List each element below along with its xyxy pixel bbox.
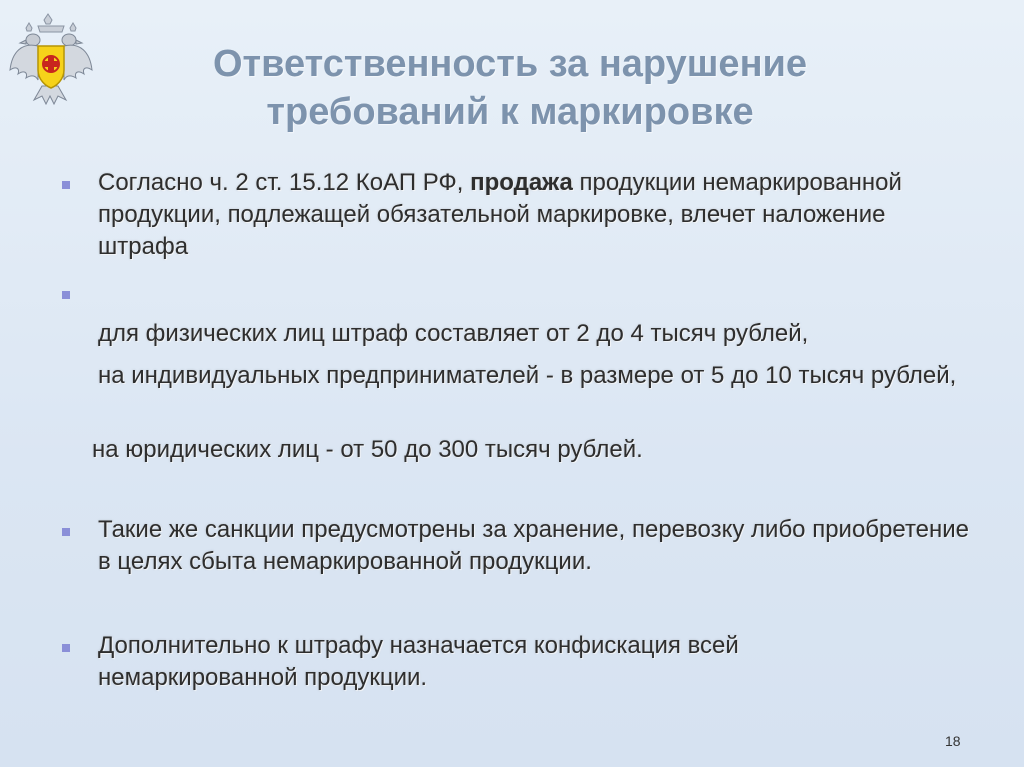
paragraph-individuals: для физических лиц штраф составляет от 2 до 4 тысяч рублей, — [98, 320, 809, 347]
bullet-icon — [62, 291, 70, 299]
paragraph-1-tail: продукции немаркированной продукции, подлежащей обязательной маркировке, влечет наложение штрафа — [98, 169, 902, 260]
paragraph-1 — [98, 167, 978, 263]
paragraph-confiscation: Дополнительно к штрафу назначается конфискация всей немаркированной продукции. — [98, 632, 739, 691]
page-number: 18 — [945, 733, 961, 749]
bullet-icon — [62, 528, 70, 536]
paragraph-1-lead: Согласно ч. 2 ст. 15.12 КоАП РФ, — [98, 169, 471, 196]
paragraph-1-bold: продажа — [470, 169, 573, 196]
paragraph-sanctions: Такие же санкции предусмотрены за хранение, перевозку либо приобретение в целях сбыта немаркированной продукции. — [98, 516, 970, 575]
paragraph-entrepreneurs: на индивидуальных предпринимателей - в размере от 5 до 10 тысяч рублей, — [98, 362, 957, 389]
bullet-icon — [62, 181, 70, 189]
bullet-icon — [62, 644, 70, 652]
paragraph-legal-entities: на юридических лиц - от 50 до 300 тысяч рублей. — [92, 436, 643, 463]
slide-title: Ответственность за нарушение требований к маркировке — [212, 43, 808, 133]
